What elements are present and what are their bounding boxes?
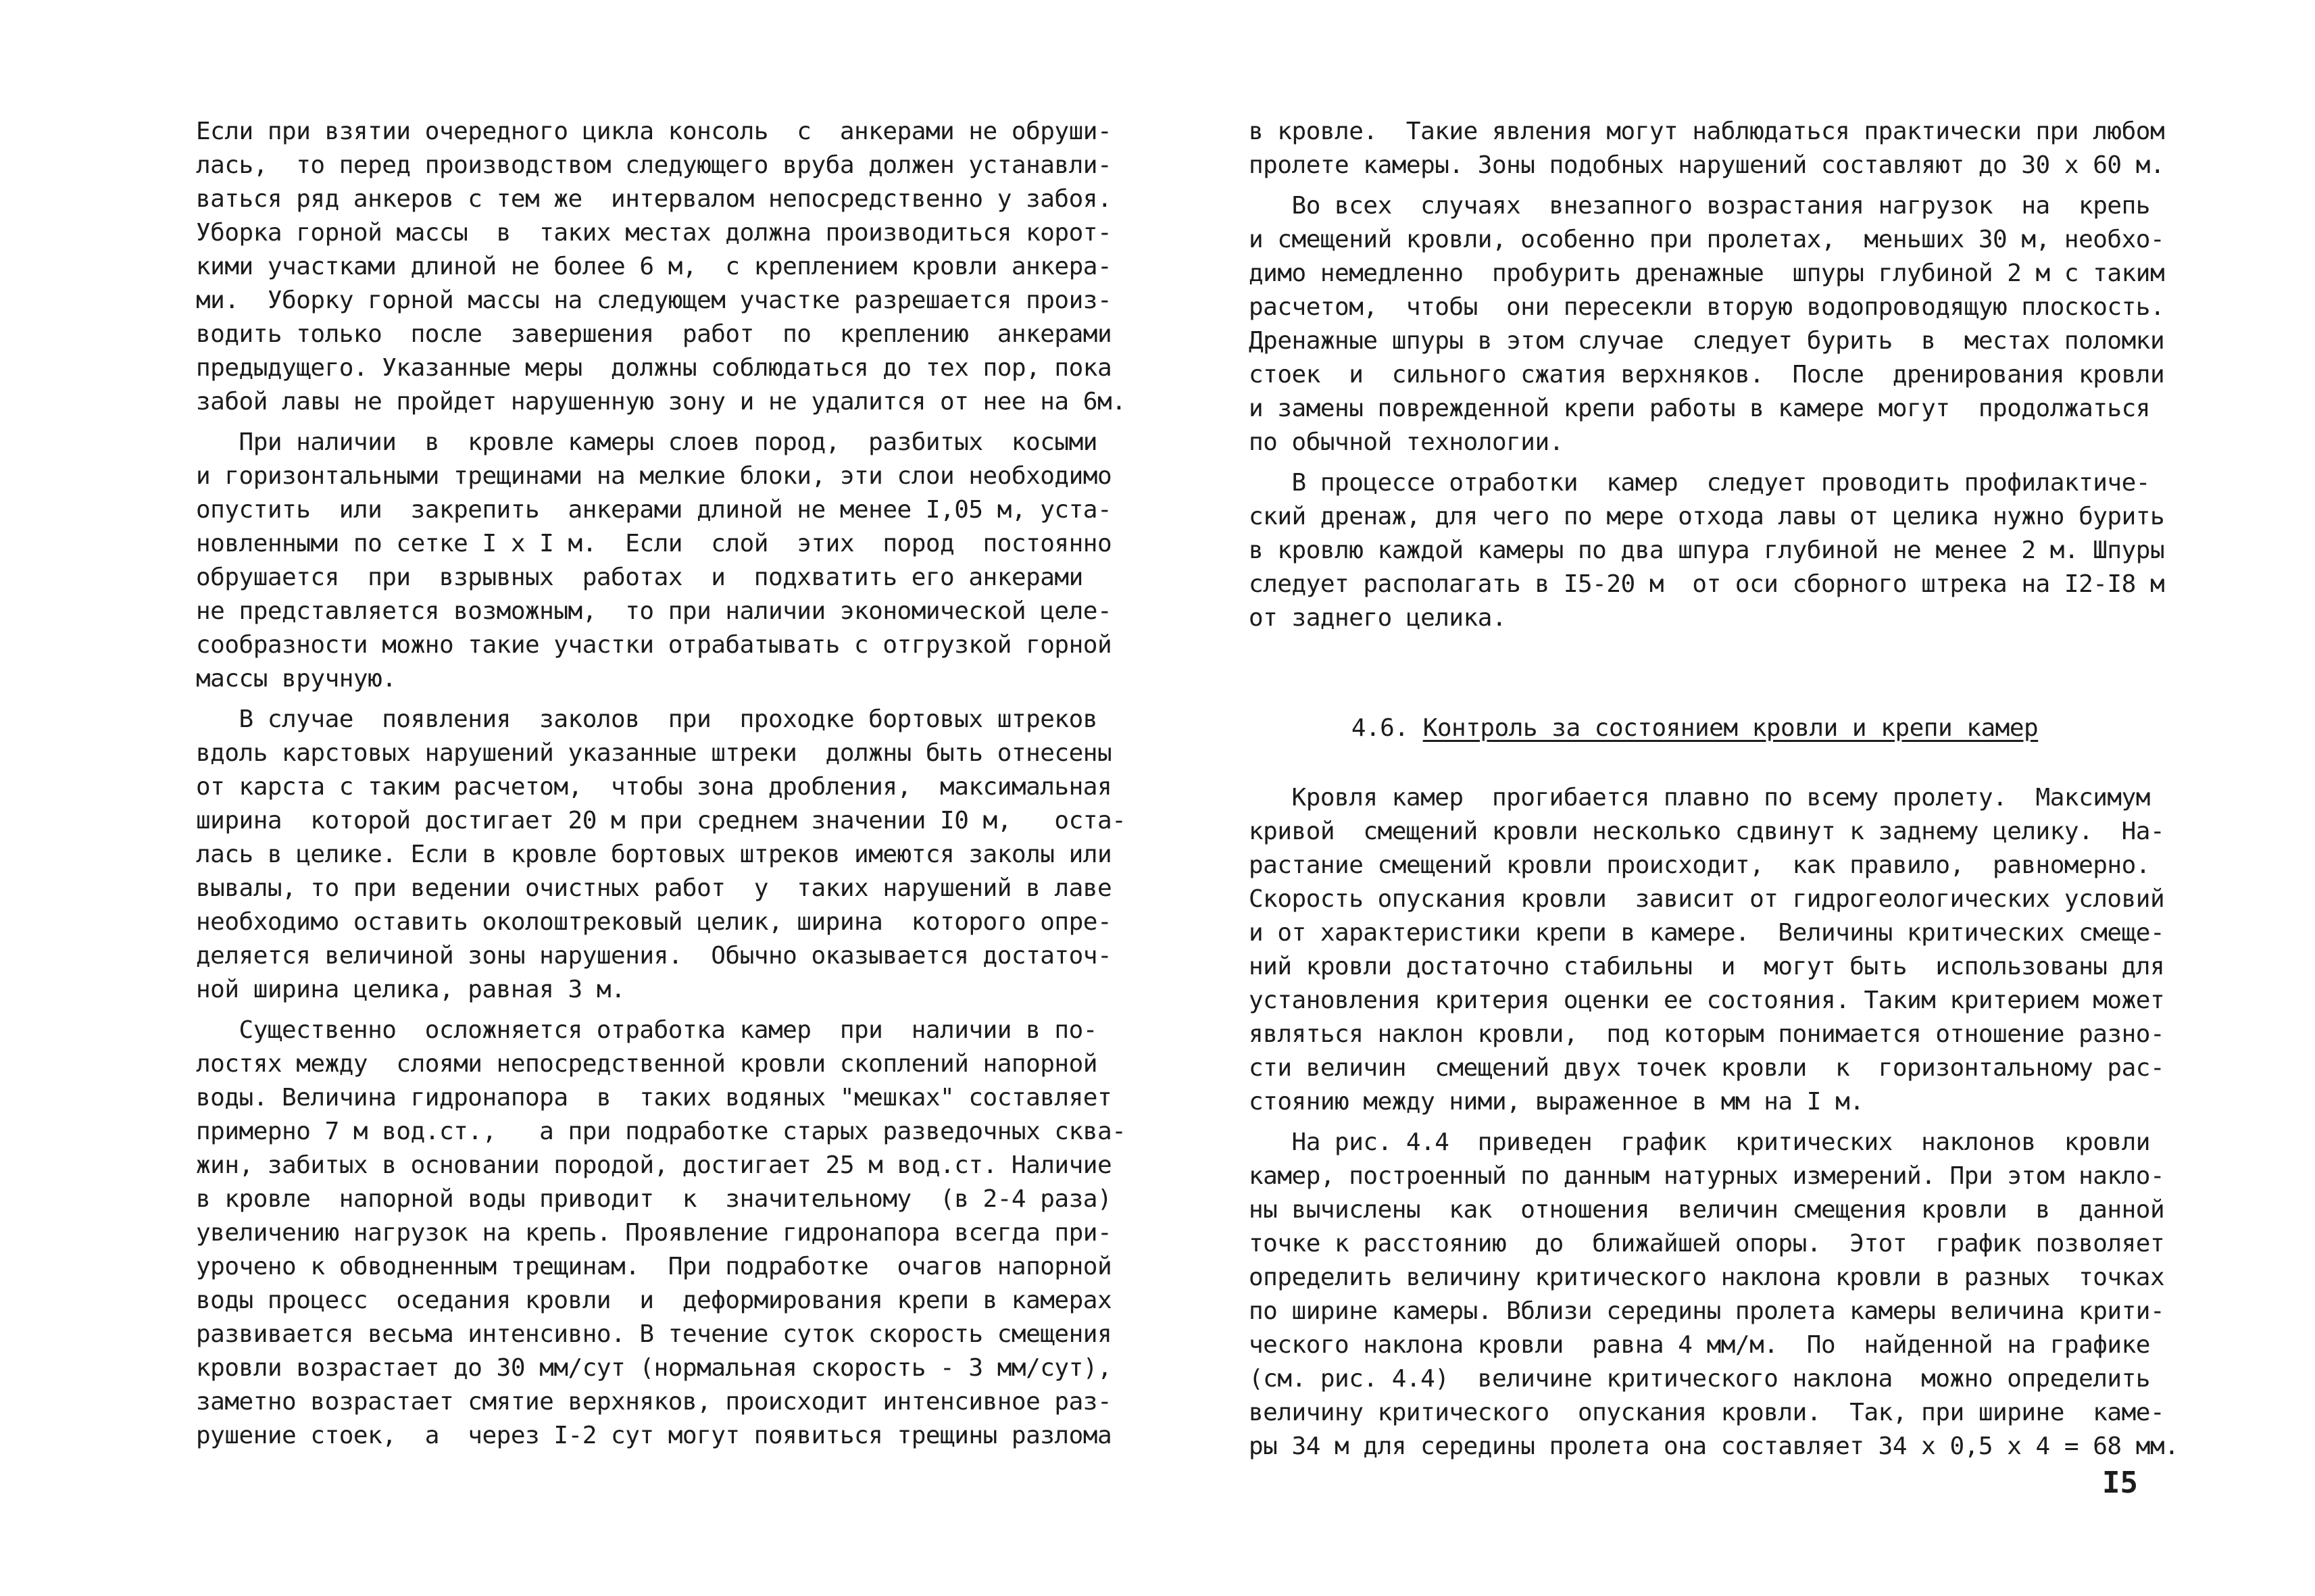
text-line: сообразности можно такие участки отрабатывать с отгрузкой горной [196, 631, 1112, 659]
text-line: вывалы, то при ведении очистных работ у таких нарушений в лаве [196, 874, 1112, 902]
text-line: Во всех случаях внезапного возрастания нагрузок на крепь [1249, 192, 2150, 220]
text-line: стоянию между ними, выраженное в мм на I м. [1249, 1088, 1864, 1116]
paragraph-gap [1249, 182, 2141, 189]
text-line: массы вручную. [196, 665, 397, 693]
text-line: развивается весьма интенсивно. В течение суток скорость смещения [196, 1320, 1112, 1348]
paragraph-gap [196, 1007, 1074, 1014]
text-line: расчетом, чтобы они пересекли вторую водопроводящую плоскость. [1249, 293, 2165, 321]
text-line: воды процесс оседания кровли и деформирования крепи в камерах [196, 1287, 1112, 1314]
text-line: камер, построенный по данным натурных измерений. При этом накло- [1249, 1162, 2165, 1190]
text-line: опустить или закрепить анкерами длиной не менее I,05 м, уста- [196, 496, 1112, 524]
text-line: деляется величиной зоны нарушения. Обычно оказывается достаточ- [196, 942, 1112, 970]
text-line: необходимо оставить околоштрековый целик, ширина которого опре- [196, 908, 1112, 936]
paragraph-gap [196, 419, 1074, 426]
paragraph [1249, 115, 2165, 182]
paragraph [1249, 781, 2179, 1119]
text-line: по обычной технологии. [1249, 428, 1564, 456]
text-line: заметно возрастает смятие верхняков, происходит интенсивное раз- [196, 1388, 1112, 1416]
text-line: в кровле. Такие явления могут наблюдаться практически при любом [1249, 118, 2165, 145]
text-line: и горизонтальными трещинами на мелкие блоки, эти слои необходимо [196, 462, 1112, 490]
text-line: рушение стоек, а через I-2 сут могут появиться трещины разлома [196, 1422, 1112, 1449]
text-line: лась, то перед производством следующего вруба должен устанавли- [196, 151, 1112, 179]
text-line: лостях между слоями непосредственной кровли скоплений напорной [196, 1050, 1097, 1078]
section-heading [1249, 708, 2141, 749]
text-line: ний кровли достаточно стабильны и могут быть использованы для [1249, 953, 2165, 980]
text-line: примерно 7 м вод.ст., а при подработке старых разведочных сква- [196, 1118, 1126, 1145]
text-line: Скорость опускания кровли зависит от гидрогеологических условий [1249, 885, 2165, 913]
text-line: ной ширина целика, равная 3 м. [196, 976, 626, 1003]
paragraph [1249, 1126, 2179, 1464]
paragraph [196, 115, 1126, 419]
text-line: и от характеристики крепи в камере. Величины критических смеще- [1249, 919, 2165, 947]
text-line: ры 34 м для середины пролета она составляет 34 x 0,5 x 4 = 68 мм. [1249, 1432, 2179, 1460]
paragraph [1249, 189, 2165, 459]
text-line: растание смещений кровли происходит, как правило, равномерно. [1249, 851, 2150, 879]
text-line: величину критического опускания кровли. Так, при ширине каме- [1249, 1399, 2165, 1426]
text-line: водить только после завершения работ по креплению анкерами [196, 320, 1112, 348]
text-line: ческого наклона кровли равна 4 мм/м. По найденной на графике [1249, 1331, 2150, 1359]
text-line: сти величин смещений двух точек кровли к горизонтальному рас- [1249, 1054, 2165, 1082]
paragraph [196, 703, 1126, 1007]
section-title: Контроль за состоянием кровли и крепи камер [1422, 714, 2039, 742]
text-line: стоек и сильного сжатия верхняков. После дренирования кровли [1249, 361, 2165, 389]
text-line: димо немедленно пробурить дренажные шпуры глубиной 2 м с таким [1249, 259, 2165, 287]
text-line: В процессе отработки камер следует проводить профилактиче- [1249, 469, 2150, 497]
text-line: Кровля камер прогибается плавно по всему пролету. Максимум [1249, 784, 2150, 812]
text-line: следует располагать в I5-20 м от оси сборного штрека на I2-I8 м [1249, 570, 2165, 598]
text-line: В случае появления заколов при проходке бортовых штреков [196, 705, 1097, 733]
text-line: кими участками длиной не более 6 м, с креплением кровли анкера- [196, 253, 1112, 280]
text-line: увеличению нагрузок на крепь. Проявление гидронапора всегда при- [196, 1219, 1112, 1247]
text-line: установления критерия оценки ее состояния. Таким критерием может [1249, 987, 2165, 1014]
text-line: точке к расстоянию до ближайшей опоры. Этот график позволяет [1249, 1230, 2165, 1257]
text-line: Если при взятии очередного цикла консоль с анкерами не обруши- [196, 118, 1112, 145]
paragraph [196, 1014, 1126, 1453]
text-line: являться наклон кровли, под которым понимается отношение разно- [1249, 1020, 2165, 1048]
text-line: урочено к обводненным трещинам. При подработке очагов напорной [196, 1253, 1112, 1280]
paragraph-gap [1249, 459, 2141, 466]
text-line: Уборка горной массы в таких местах должна производиться корот- [196, 219, 1112, 247]
text-line: кровли возрастает до 30 мм/сут (нормальная скорость - 3 мм/сут), [196, 1354, 1112, 1382]
text-line: воды. Величина гидронапора в таких водяных "мешках" составляет [196, 1084, 1112, 1112]
text-line: жин, забитых в основании породой, достигает 25 м вод.ст. Наличие [196, 1151, 1112, 1179]
text-line: от заднего целика. [1249, 604, 1507, 632]
paragraph [196, 426, 1112, 696]
text-line: по ширине камеры. Вблизи середины пролета камеры величина крити- [1249, 1297, 2165, 1325]
paragraph-gap [196, 696, 1074, 703]
text-line: На рис. 4.4 приведен график критических наклонов кровли [1249, 1128, 2150, 1156]
text-line: Существенно осложняется отработка камер при наличии в по- [196, 1016, 1097, 1044]
text-line: предыдущего. Указанные меры должны соблюдаться до тех пор, пока [196, 354, 1112, 382]
text-line: ваться ряд анкеров с тем же интервалом непосредственно у забоя. [196, 185, 1112, 213]
text-line: кривой смещений кровли несколько сдвинут к заднему целику. На- [1249, 818, 2165, 845]
text-line: ны вычислены как отношения величин смещения кровли в данной [1249, 1196, 2165, 1224]
text-line: Дренажные шпуры в этом случае следует бурить в местах поломки [1249, 327, 2165, 355]
text-line: от карста с таким расчетом, чтобы зона дробления, максимальная [196, 773, 1112, 801]
text-line: При наличии в кровле камеры слоев пород, разбитых косыми [196, 428, 1097, 456]
text-line: ширина которой достигает 20 м при среднем значении I0 м, оста- [196, 807, 1126, 834]
paragraph [1249, 466, 2165, 635]
text-line: не представляется возможным, то при наличии экономической целе- [196, 597, 1112, 625]
text-line: новленными по сетке I x I м. Если слой этих пород постоянно [196, 530, 1112, 557]
right-page [1158, 0, 2315, 1596]
text-line: ми. Уборку горной массы на следующем участке разрешается произ- [196, 286, 1112, 314]
text-line: в кровлю каждой камеры по два шпура глубиной не менее 2 м. Шпуры [1249, 537, 2165, 564]
text-line: в кровле напорной воды приводит к значительному (в 2-4 раза) [196, 1185, 1112, 1213]
text-line: и замены поврежденной крепи работы в камере могут продолжаться [1249, 395, 2150, 422]
text-line: (см. рис. 4.4) величине критического наклона можно определить [1249, 1365, 2150, 1393]
right-text-column-bottom [1249, 781, 2179, 1464]
text-line: вдоль карстовых нарушений указанные штреки должны быть отнесены [196, 739, 1112, 767]
text-line: пролете камеры. Зоны подобных нарушений составляют до 30 x 60 м. [1249, 151, 2165, 179]
text-line: и смещений кровли, особенно при пролетах, меньших 30 м, необхо- [1249, 226, 2165, 253]
section-number: 4.6. [1351, 714, 1409, 742]
text-line: определить величину критического наклона кровли в разных точках [1249, 1264, 2165, 1291]
text-line: обрушается при взрывных работах и подхватить его анкерами [196, 564, 1083, 591]
text-line: лась в целике. Если в кровле бортовых штреков имеются заколы или [196, 841, 1112, 868]
left-text-column [196, 115, 1126, 1453]
page-number: I5 [2102, 1466, 2138, 1500]
text-line: забой лавы не пройдет нарушенную зону и не удалится от нее на 6м. [196, 388, 1126, 416]
paragraph-gap [1249, 1119, 2179, 1126]
text-line: ский дренаж, для чего по мере отхода лавы от целика нужно бурить [1249, 503, 2165, 530]
right-text-column-top [1249, 115, 2165, 635]
